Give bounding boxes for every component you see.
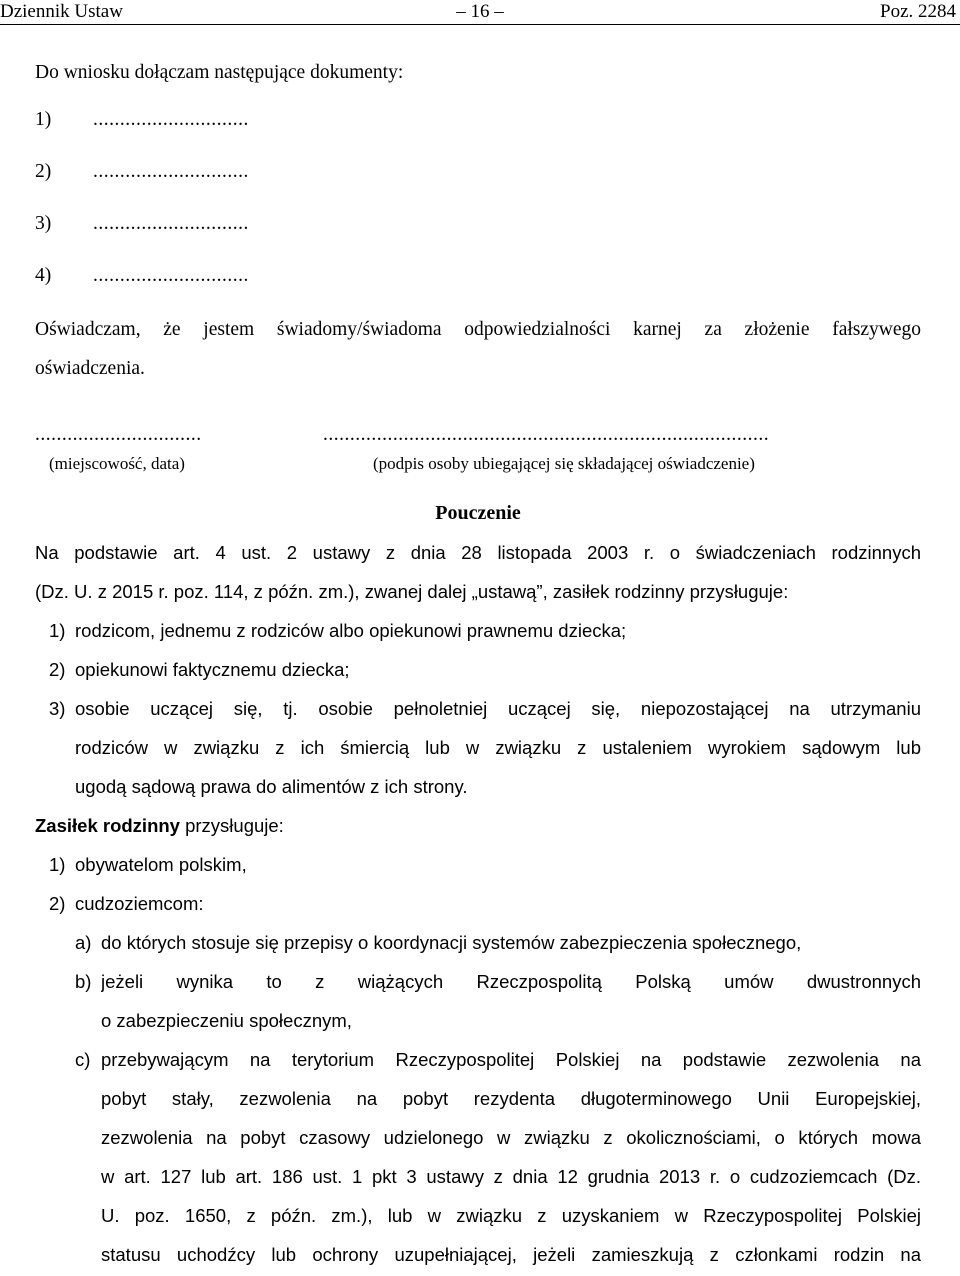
attachments-intro: Do wniosku dołączam następujące dokumenty: — [35, 62, 404, 83]
attachment-item-4 — [35, 250, 921, 302]
list-number: 1) — [49, 620, 66, 641]
para-text: przysługuje: — [179, 815, 284, 836]
attachment-number: 4) — [35, 265, 52, 286]
list-letter: c) — [75, 1049, 91, 1070]
page-number: – 16 – — [456, 1, 504, 22]
notice-title: Pouczenie — [435, 502, 521, 524]
list-item — [35, 845, 921, 884]
list-text-line-5: U. poz. 1650, z późn. zm.), lub w związku z uzyskaniem w Rzeczypospolitej Polskiej — [101, 1205, 921, 1226]
list-text-line-1: osobie uczącej się, tj. osobie pełnoletniej uczącej się, niepozostającej na utrzymaniu — [75, 698, 921, 719]
list-text-line-1: przebywającym na terytorium Rzeczypospolitej Polskiej na podstawie zezwolenia na — [101, 1049, 921, 1070]
list-number: 1) — [49, 854, 66, 875]
declaration-line-1: Oświadczam, że jestem świadomy/świadoma odpowiedzialności karnej za złożenie fałszywego — [35, 319, 921, 340]
list-text-line-1: jeżeli wynika to z wiążących Rzeczpospolitą Polską umów dwustronnych — [101, 971, 921, 992]
sub-list-item — [35, 1040, 921, 1274]
list-text: do których stosuje się przepisy o koordynacji systemów zabezpieczenia społecznego, — [101, 932, 802, 953]
list-text: cudzoziemcom: — [75, 893, 204, 914]
list-text-line-2: rodziców w związku z ich śmiercią lub w związku z ustaleniem wyrokiem sądowym lub — [75, 737, 921, 758]
journal-name: Dziennik Ustaw — [0, 1, 123, 22]
sub-list-item — [35, 962, 921, 1040]
list-text: obywatelom polskim, — [75, 854, 247, 875]
list-text-line-6: statusu uchodźcy lub ochrony uzupełniającej, jeżeli zamieszkują z członkami rodzin na — [101, 1244, 921, 1265]
list-item — [35, 650, 921, 689]
list-number: 3) — [49, 698, 66, 719]
list-item — [35, 689, 921, 806]
document-body — [35, 52, 921, 1274]
sub-list-item — [35, 923, 921, 962]
declaration-line-2: oświadczenia. — [35, 358, 145, 379]
list-text: opiekunowi faktycznemu dziecka; — [75, 659, 350, 680]
list-text: rodzicom, jednemu z rodziców albo opiekunowi prawnemu dziecka; — [75, 620, 627, 641]
list-text-line-4: w art. 127 lub art. 186 ust. 1 pkt 3 ustawy z dnia 12 grudnia 2013 r. o cudzoziemcach (Dz. — [101, 1166, 921, 1187]
list-text-line-3: ugodą sądową prawa do alimentów z ich strony. — [75, 776, 468, 797]
attachment-item-2 — [35, 146, 921, 198]
attachment-blank: ............................. — [93, 265, 249, 286]
attachment-item-3 — [35, 198, 921, 250]
list-text-line-3: zezwolenia na pobyt czasowy udzielonego w związku z okolicznościami, o których mowa — [101, 1127, 921, 1148]
signature-label: (podpis osoby ubiegającej się składającej oświadczenie) — [373, 454, 755, 473]
attachment-number: 1) — [35, 109, 52, 130]
list-text-line-2: pobyt stały, zezwolenia na pobyt rezydenta długoterminowego Unii Europejskiej, — [101, 1088, 921, 1109]
place-date-label: (miejscowość, data) — [49, 454, 185, 473]
list-number: 2) — [49, 659, 66, 680]
page-header — [0, 0, 960, 25]
attachment-item-1 — [35, 94, 921, 146]
notice-para-1-line-2: (Dz. U. z 2015 r. poz. 114, z późn. zm.), zwanej dalej „ustawą”, zasiłek rodzinny przysługuje: — [35, 581, 789, 602]
list-item — [35, 611, 921, 650]
place-date-blank: ............................... — [35, 424, 202, 445]
attachment-number: 2) — [35, 161, 52, 182]
list-item — [35, 884, 921, 923]
attachment-blank: ............................. — [93, 109, 249, 130]
attachment-number: 3) — [35, 213, 52, 234]
list-letter: b) — [75, 971, 92, 992]
signature-blank: ................................................................................... — [323, 424, 770, 445]
list-number: 2) — [49, 893, 66, 914]
notice-para-1-line-1: Na podstawie art. 4 ust. 2 ustawy z dnia 28 listopada 2003 r. o świadczeniach rodzinnych — [35, 542, 921, 563]
emphasis-text: Zasiłek rodzinny — [35, 815, 180, 836]
list-text-line-2: o zabezpieczeniu społecznym, — [101, 1010, 352, 1031]
signature-block — [35, 424, 921, 494]
list-letter: a) — [75, 932, 92, 953]
notice-para-2 — [35, 806, 921, 845]
attachment-blank: ............................. — [93, 213, 249, 234]
position-number: Poz. 2284 — [880, 1, 956, 22]
attachment-blank: ............................. — [93, 161, 249, 182]
